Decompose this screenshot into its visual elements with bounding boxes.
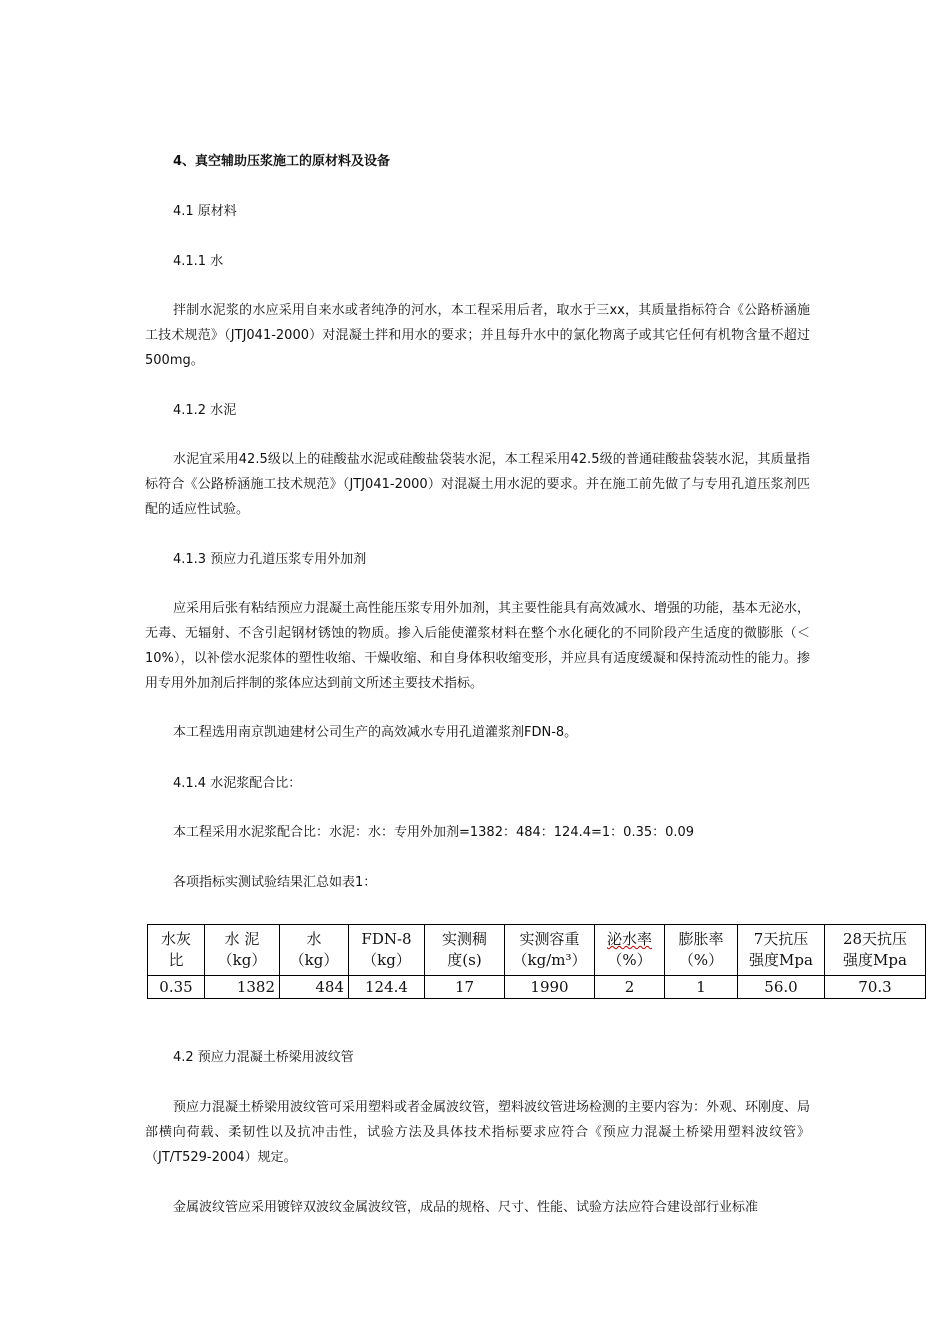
header-cell: 水灰 比 [148, 925, 205, 976]
header-cell: FDN-8 （kg） [349, 925, 425, 976]
paragraph-duct-plastic: 预应力混凝土桥梁用波纹管可采用塑料或者金属波纹管，塑料波纹管进场检测的主要内容为：外观、环刚度、局部横向荷载、柔韧性以及抗冲击性，试验方法及具体技术指标要求应符合《预应力混凝土桥梁用塑料波纹管》（JT/T529-2004）规定。 [145, 1100, 811, 1165]
value-cell: 124.4 [349, 976, 425, 999]
value-cell: 2 [595, 976, 665, 999]
table-row [148, 976, 926, 999]
paragraph-table-intro: 各项指标实测试验结果汇总如表1： [173, 875, 377, 890]
heading-4-1: 4.1 原材料 [173, 204, 237, 219]
header-cell: 水 （kg） [280, 925, 349, 976]
test-results-table [147, 924, 926, 999]
value-cell: 1990 [505, 976, 595, 999]
header-cell: 7天抗压 强度Mpa [738, 925, 825, 976]
value-cell: 56.0 [738, 976, 825, 999]
heading-4-1-2: 4.1.2 水泥 [173, 403, 237, 418]
section-title: 4、真空辅助压浆施工的原材料及设备 [173, 154, 391, 169]
table-header-row [148, 925, 926, 976]
heading-4-1-1: 4.1.1 水 [173, 254, 224, 269]
value-cell: 484 [280, 976, 349, 999]
paragraph-admixture: 应采用后张有粘结预应力混凝土高性能压浆专用外加剂，其主要性能具有高效减水、增强的功能，基本无泌水，无毒、无辐射、不含引起钢材锈蚀的物质。掺入后能使灌浆材料在整个水化硬化的不同阶段产生适度的微膨胀（＜10%），以补偿水泥浆体的塑性收缩、干燥收缩、和自身体积收缩变形，并应具有适度缓凝和保持流动性的能力。掺用专用外加剂后拌制的浆体应达到前文所述主要技术指标。 [145, 601, 811, 691]
heading-4-1-3: 4.1.3 预应力孔道压浆专用外加剂 [173, 552, 367, 567]
paragraph-admixture-choice: 本工程选用南京凯迪建材公司生产的高效减水专用孔道灌浆剂FDN-8。 [173, 725, 578, 740]
paragraph-duct-metal: 金属波纹管应采用镀锌双波纹金属波纹管，成品的规格、尺寸、性能、试验方法应符合建设部行业标准 [173, 1200, 759, 1215]
value-cell: 0.35 [148, 976, 205, 999]
value-cell: 1 [665, 976, 738, 999]
header-cell: 膨胀率 （%） [665, 925, 738, 976]
paragraph-cement: 水泥宜采用42.5级以上的硅酸盐水泥或硅酸盐袋装水泥，本工程采用42.5级的普通硅酸盐袋装水泥，其质量指标符合《公路桥涵施工技术规范》（JTJ041-2000）对混凝土用水泥的要求。并在施工前先做了与专用孔道压浆剂匹配的适应性试验。 [145, 452, 810, 517]
heading-4-2: 4.2 预应力混凝土桥梁用波纹管 [173, 1050, 354, 1065]
value-cell: 70.3 [825, 976, 926, 999]
paragraph-water: 拌制水泥浆的水应采用自来水或者纯净的河水，本工程采用后者，取水于三xx，其质量指标符合《公路桥涵施工技术规范》（JTJ041-2000）对混凝土拌和用水的要求；并且每升水中的氯化物离子或其它任何有机物含量不超过500mg。 [145, 303, 810, 368]
value-cell: 1382 [205, 976, 280, 999]
heading-4-1-4: 4.1.4 水泥浆配合比： [173, 776, 302, 791]
paragraph-mix-ratio: 本工程采用水泥浆配合比：水泥：水：专用外加剂=1382：484：124.4=1：0.35：0.09 [173, 825, 695, 840]
header-cell: 28天抗压 强度Mpa [825, 925, 926, 976]
header-cell: 泌水率 （%） [595, 925, 665, 976]
header-cell: 实测稠 度(s) [425, 925, 505, 976]
header-cell: 实测容重 （kg/m³） [505, 925, 595, 976]
value-cell: 17 [425, 976, 505, 999]
header-cell: 水 泥 （kg） [205, 925, 280, 976]
